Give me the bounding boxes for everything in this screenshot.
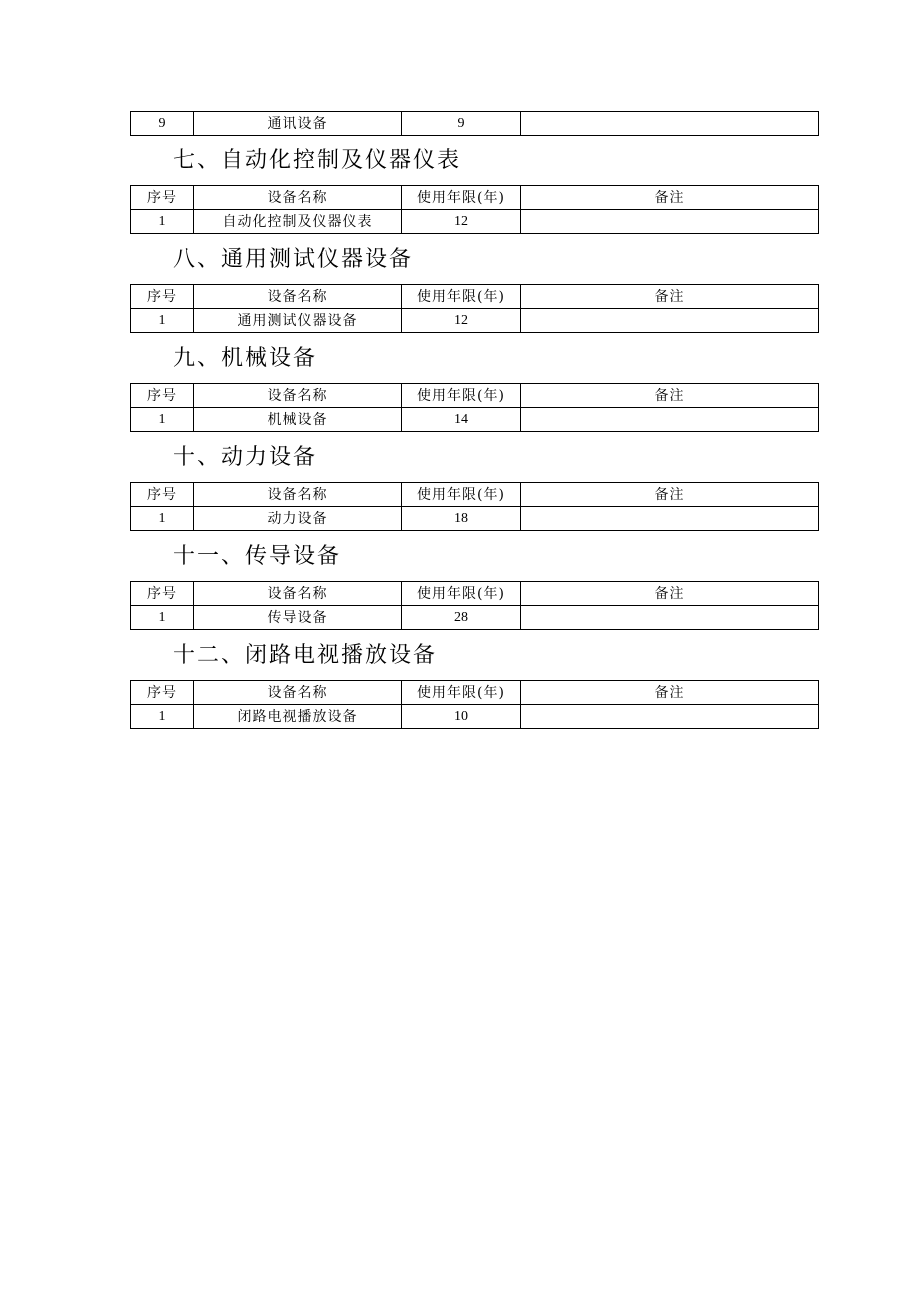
years-cell: 12 [402,210,521,234]
table-header-row [131,483,819,507]
seq-cell: 1 [131,210,194,234]
equipment-table [130,383,819,432]
name-cell: 通用测试仪器设备 [194,309,402,333]
header-years: 使用年限(年) [402,582,521,606]
years-cell: 9 [402,112,521,136]
header-remark: 备注 [521,582,819,606]
table-row [131,507,819,531]
header-seq: 序号 [131,483,194,507]
section-title: 九、机械设备 [173,346,318,371]
name-cell: 机械设备 [194,408,402,432]
table-row [131,606,819,630]
equipment-table [130,185,819,234]
header-seq: 序号 [131,582,194,606]
header-remark: 备注 [521,681,819,705]
remark-cell [521,309,819,333]
header-seq: 序号 [131,384,194,408]
table-row [131,408,819,432]
header-remark: 备注 [521,186,819,210]
years-cell: 14 [402,408,521,432]
header-name: 设备名称 [194,384,402,408]
seq-cell: 1 [131,507,194,531]
name-cell: 自动化控制及仪器仪表 [194,210,402,234]
header-remark: 备注 [521,384,819,408]
header-years: 使用年限(年) [402,285,521,309]
equipment-table [130,581,819,630]
remark-cell [521,705,819,729]
header-name: 设备名称 [194,483,402,507]
table-header-row [131,582,819,606]
header-years: 使用年限(年) [402,186,521,210]
section-title: 十二、闭路电视播放设备 [173,643,438,668]
table-row [131,210,819,234]
section-title: 七、自动化控制及仪器仪表 [173,148,462,173]
name-cell: 通讯设备 [194,112,402,136]
equipment-table-continued [130,111,819,136]
years-cell: 28 [402,606,521,630]
remark-cell [521,210,819,234]
header-seq: 序号 [131,681,194,705]
seq-cell: 1 [131,606,194,630]
remark-cell [521,112,819,136]
header-remark: 备注 [521,285,819,309]
section-title: 十一、传导设备 [173,544,342,569]
seq-cell: 1 [131,408,194,432]
section-title: 八、通用测试仪器设备 [173,247,414,272]
header-remark: 备注 [521,483,819,507]
years-cell: 18 [402,507,521,531]
section-title: 十、动力设备 [173,445,318,470]
header-years: 使用年限(年) [402,483,521,507]
header-years: 使用年限(年) [402,681,521,705]
equipment-table [130,680,819,729]
remark-cell [521,507,819,531]
seq-cell: 1 [131,309,194,333]
remark-cell [521,408,819,432]
equipment-table [130,482,819,531]
header-seq: 序号 [131,186,194,210]
table-row [131,705,819,729]
table-header-row [131,285,819,309]
equipment-table [130,284,819,333]
table-row [131,112,819,136]
name-cell: 闭路电视播放设备 [194,705,402,729]
header-name: 设备名称 [194,186,402,210]
name-cell: 传导设备 [194,606,402,630]
header-name: 设备名称 [194,582,402,606]
table-header-row [131,384,819,408]
table-header-row [131,681,819,705]
name-cell: 动力设备 [194,507,402,531]
header-seq: 序号 [131,285,194,309]
years-cell: 12 [402,309,521,333]
header-name: 设备名称 [194,681,402,705]
seq-cell: 1 [131,705,194,729]
header-name: 设备名称 [194,285,402,309]
table-header-row [131,186,819,210]
seq-cell: 9 [131,112,194,136]
header-years: 使用年限(年) [402,384,521,408]
years-cell: 10 [402,705,521,729]
table-row [131,309,819,333]
remark-cell [521,606,819,630]
